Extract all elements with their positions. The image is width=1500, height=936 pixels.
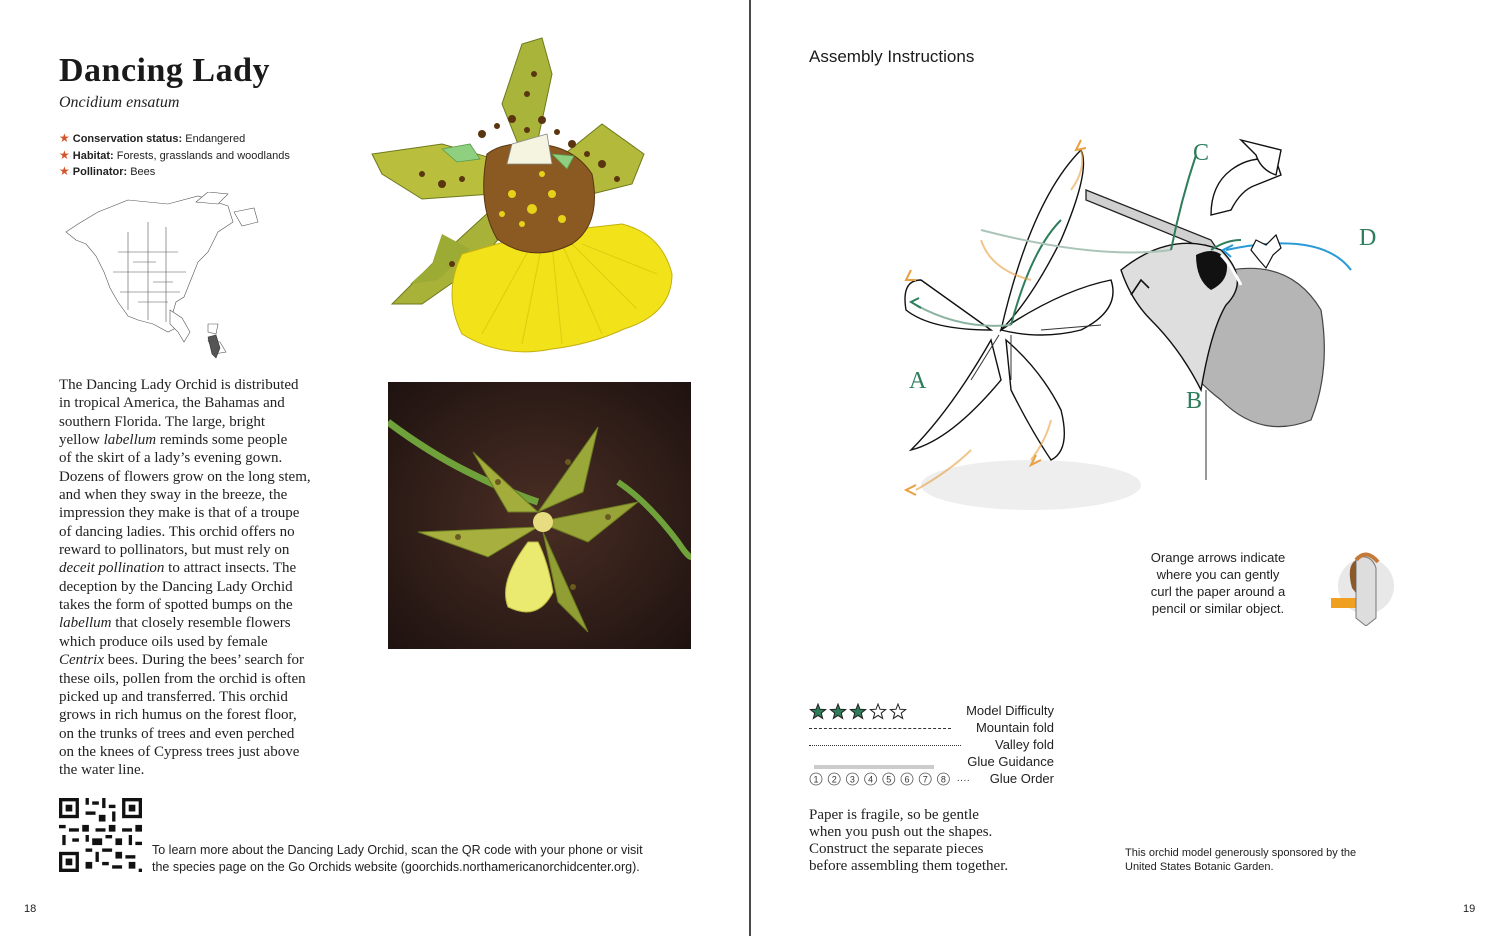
body-line: yellow labellum reminds some people bbox=[59, 432, 288, 449]
fact-conservation: ★ Conservation status: Endangered bbox=[59, 131, 246, 145]
glue-order-number: 8 bbox=[940, 774, 946, 785]
body-line: grows in rich humus on the forest floor, bbox=[59, 707, 297, 724]
glue-order-number: 3 bbox=[849, 774, 855, 785]
body-line: Centrix bees. During the bees’ search for bbox=[59, 652, 305, 669]
fact-habitat: ★ Habitat: Forests, grasslands and woodlands bbox=[59, 147, 290, 162]
filled-star-icon bbox=[830, 704, 845, 718]
glue-order-number: 4 bbox=[868, 774, 874, 785]
sponsor-note: This orchid model generously sponsored by the United States Botanic Garden. bbox=[1125, 847, 1357, 873]
body-line: labellum that closely resemble flowers bbox=[59, 615, 291, 632]
legend-mountain-fold: Mountain fold bbox=[809, 720, 1054, 737]
body-line: Dozens of flowers grow on the long stem, bbox=[59, 468, 311, 485]
glue-order-numbers bbox=[809, 772, 974, 787]
body-line: of the skirt of a lady’s evening gown. bbox=[59, 450, 283, 467]
body-line: southern Florida. The large, bright bbox=[59, 413, 266, 430]
glue-order-number: 7 bbox=[922, 774, 928, 785]
assembly-diagram bbox=[881, 130, 1381, 530]
body-line: and when they sway in the breeze, the bbox=[59, 487, 288, 504]
body-line: impression they make is that of a troupe bbox=[59, 505, 300, 522]
glue-order-number: 1 bbox=[813, 774, 819, 785]
label-a: A bbox=[909, 368, 927, 394]
star-icon: ★ bbox=[59, 164, 70, 178]
filled-star-icon bbox=[850, 704, 865, 718]
qr-code-icon bbox=[59, 798, 142, 872]
qr-caption: To learn more about the Dancing Lady Orchid, scan the QR code with your phone or visit the species page on the Go Orchids website (goorchids.northamericanorchidcenter.org). bbox=[152, 843, 643, 874]
body-line: in tropical America, the Bahamas and bbox=[59, 395, 285, 412]
body-line: The Dancing Lady Orchid is distributed bbox=[59, 377, 299, 393]
orchid-photo bbox=[388, 382, 691, 649]
assembly-heading: Assembly Instructions bbox=[809, 47, 975, 66]
florida-range-highlight bbox=[208, 335, 220, 358]
valley-fold-line bbox=[809, 745, 961, 746]
page-number-left: 18 bbox=[24, 903, 37, 915]
label-b: B bbox=[1186, 388, 1203, 414]
paper-orchid-model-image bbox=[362, 34, 678, 358]
body-line: picked up and transferred. This orchid bbox=[59, 688, 288, 705]
right-page bbox=[751, 0, 1500, 936]
filled-star-icon bbox=[810, 704, 825, 718]
body-line: these oils, pollen from the orchid is often bbox=[59, 670, 306, 687]
fold-legend bbox=[809, 703, 1054, 788]
empty-star-icon bbox=[870, 704, 885, 718]
body-line: deception by the Dancing Lady Orchid bbox=[59, 578, 293, 595]
glue-order-ellipsis: ···· bbox=[956, 775, 970, 786]
mountain-fold-line bbox=[809, 728, 951, 729]
facts-list bbox=[59, 131, 290, 181]
empty-star-icon bbox=[890, 704, 905, 718]
north-america-range-map bbox=[58, 192, 274, 364]
page-number-right: 19 bbox=[1463, 903, 1476, 915]
fact-pollinator: ★ Pollinator: Bees bbox=[59, 164, 156, 178]
body-line: reward to pollinators, but must rely on bbox=[59, 542, 290, 559]
legend-valley-fold: Valley fold bbox=[809, 737, 1054, 754]
label-d: D bbox=[1359, 225, 1377, 251]
body-line: the water line. bbox=[59, 762, 145, 779]
glue-order-number: 6 bbox=[904, 774, 910, 785]
glue-guidance-icon bbox=[809, 755, 939, 770]
page-title: Dancing Lady bbox=[59, 52, 270, 89]
scientific-name: Oncidium ensatum bbox=[59, 94, 180, 111]
body-line: which produce oils used by female bbox=[59, 633, 268, 650]
orange-arrows-note: Orange arrows indicate where you can gently curl the paper around a pencil or similar object. bbox=[1150, 550, 1286, 616]
body-line: on the trunks of trees and even perched bbox=[59, 725, 295, 742]
body-line: deceit pollination to attract insects. The bbox=[59, 560, 297, 577]
body-line: on the knees of Cypress trees just above bbox=[59, 743, 300, 760]
star-icon: ★ bbox=[59, 147, 70, 162]
legend-difficulty: Model Difficulty bbox=[809, 703, 1054, 720]
description-text bbox=[59, 376, 364, 780]
pencil-curl-icon bbox=[1326, 548, 1396, 626]
legend-glue-order: 1 2 3 4 5 6 7 8 ···· Glue Order bbox=[809, 771, 1054, 788]
fragile-note: Paper is fragile, so be gentle when you push out the shapes. Construct the separate pieces before assembling them together. bbox=[809, 807, 1009, 874]
star-icon: ★ bbox=[59, 131, 70, 145]
legend-glue-guidance: Glue Guidance bbox=[809, 754, 1054, 771]
difficulty-stars bbox=[809, 703, 909, 720]
body-line: of dancing ladies. This orchid offers no bbox=[59, 523, 295, 540]
body-line: takes the form of spotted bumps on the bbox=[59, 597, 293, 614]
glue-order-number: 2 bbox=[831, 774, 837, 785]
glue-order-number: 5 bbox=[886, 774, 892, 785]
label-c: C bbox=[1193, 140, 1210, 166]
